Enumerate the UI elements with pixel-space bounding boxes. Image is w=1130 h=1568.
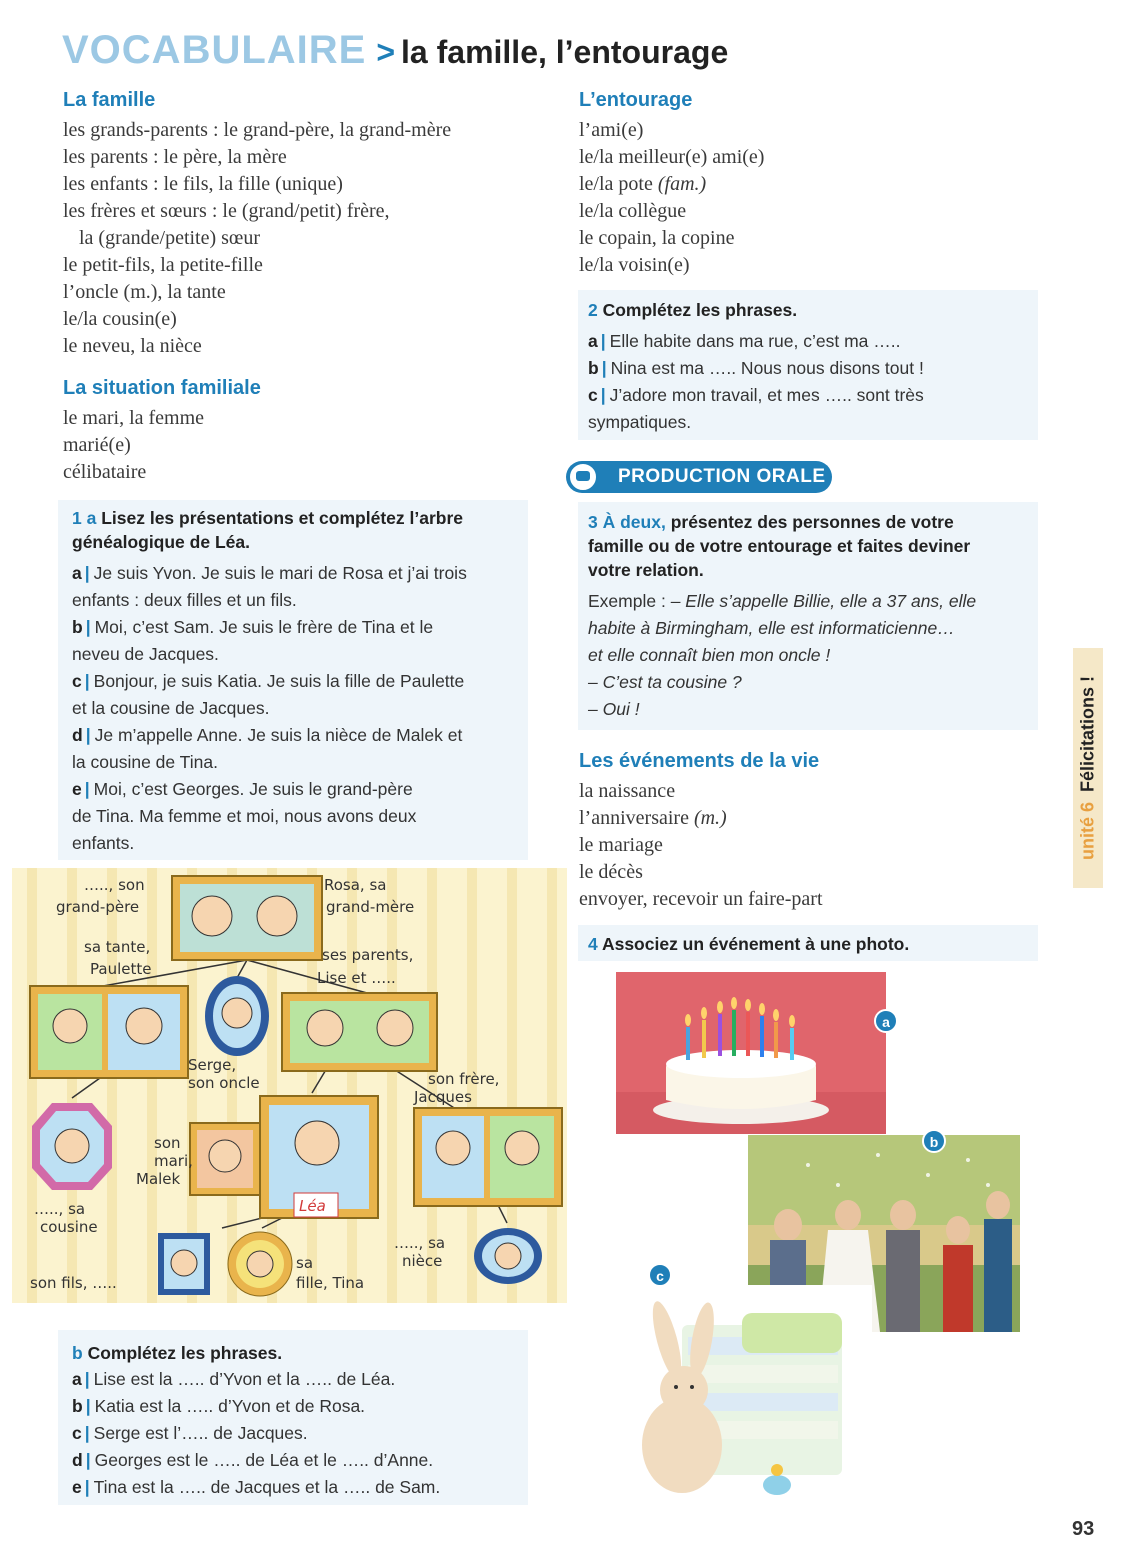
evenement-item: l’anniversaire (m.) bbox=[579, 807, 727, 829]
tree-label: ses parents, bbox=[322, 946, 414, 964]
exercise-number: 2 bbox=[588, 300, 598, 320]
item-letter: c bbox=[72, 671, 82, 691]
famille-item: le/la cousin(e) bbox=[63, 308, 177, 330]
production-orale-banner bbox=[566, 461, 832, 493]
famille-item: les enfants : le fils, la fille (unique) bbox=[63, 173, 343, 195]
page-title bbox=[62, 28, 728, 73]
item-letter: e bbox=[72, 1477, 82, 1497]
exercise-2-title-text: Complétez les phrases. bbox=[602, 300, 798, 320]
famille-item: les parents : le père, la mère bbox=[63, 146, 287, 168]
famille-item: le neveu, la nièce bbox=[63, 335, 202, 357]
evenements-list bbox=[579, 778, 823, 913]
famille-heading: La famille bbox=[63, 89, 156, 111]
tree-label: Lise et ….. bbox=[317, 969, 396, 987]
example-line: – Elle s’appelle Billie, elle a 37 ans, elle bbox=[670, 591, 977, 611]
item-letter: b bbox=[588, 358, 599, 378]
exercise-1b-title-text: Complétez les phrases. bbox=[87, 1343, 283, 1363]
exercise-3-title-line2: famille ou de votre entourage et faites deviner bbox=[588, 536, 971, 556]
exercise-1a-title bbox=[72, 506, 522, 554]
item-letter: e bbox=[72, 779, 82, 799]
tree-label: sa tante, bbox=[84, 938, 151, 956]
example-line: – C’est ta cousine ? bbox=[588, 672, 742, 692]
situation-item: marié(e) bbox=[63, 434, 131, 456]
item-text: enfants. bbox=[72, 833, 135, 853]
item-text: Nina est ma ….. Nous nous disons tout ! bbox=[610, 358, 924, 378]
famille-item: les frères et sœurs : le (grand/petit) frère, bbox=[63, 200, 390, 222]
item-letter: c bbox=[72, 1423, 82, 1443]
exercise-3-title-rest: présentez des personnes de votre bbox=[665, 512, 954, 532]
item-text: neveu de Jacques. bbox=[72, 644, 219, 664]
tree-label: Paulette bbox=[90, 960, 152, 978]
example-line: et elle connaît bien mon oncle ! bbox=[588, 645, 831, 665]
tree-label: grand-père bbox=[56, 898, 140, 916]
exercise-3-example bbox=[588, 588, 1033, 723]
exercise-4-title-text: Associez un événement à une photo. bbox=[601, 934, 910, 954]
situation-item: célibataire bbox=[63, 461, 147, 483]
item-text: sympatiques. bbox=[588, 412, 692, 432]
speech-bubble-icon bbox=[568, 462, 598, 492]
photo-birthday-cake bbox=[616, 972, 886, 1134]
photo-baby-items bbox=[612, 1285, 872, 1505]
tree-label: ….., sa bbox=[394, 1234, 446, 1252]
item-text: Moi, c’est Sam. Je suis le frère de Tina et le bbox=[94, 617, 434, 637]
photo-badge-c: c bbox=[648, 1263, 672, 1287]
unit-label: unité 6 bbox=[1077, 802, 1098, 861]
exercise-3-title bbox=[588, 510, 1033, 582]
famille-list bbox=[63, 117, 451, 360]
exercise-number: 1 a bbox=[72, 508, 97, 528]
tree-label: Rosa, sa bbox=[324, 876, 387, 894]
item-text: Elle habite dans ma rue, c’est ma ….. bbox=[609, 331, 901, 351]
evenement-item: la naissance bbox=[579, 780, 676, 802]
tree-label: ….., sa bbox=[34, 1200, 86, 1218]
title-separator: > bbox=[376, 34, 396, 70]
tree-label: son fils, ….. bbox=[30, 1274, 117, 1292]
evenement-item: envoyer, recevoir un faire-part bbox=[579, 888, 823, 910]
item-letter: c bbox=[588, 385, 598, 405]
exercise-4-title bbox=[588, 932, 909, 956]
tree-label: son bbox=[154, 1134, 181, 1152]
item-text: Katia est la ….. d’Yvon et de Rosa. bbox=[94, 1396, 366, 1416]
exercise-1b-lines: a | Lise est la ….. d’Yvon et la ….. de Léa. b | Katia est la ….. d’Yvon et de Rosa. c | Serge est l’….. de Jacques. d | Georges est le ….. de Léa et le ….. d’Anne. e | Tina est la ….. de Jacques et la ….. de Sam. bbox=[72, 1369, 441, 1497]
famille-item: les grands-parents : le grand-père, la grand-mère bbox=[63, 119, 452, 141]
situation-list bbox=[63, 405, 204, 486]
item-text: J’adore mon travail, et mes ….. sont très bbox=[609, 385, 924, 405]
exercise-number: 3 bbox=[588, 512, 598, 532]
photo-badge-b: b bbox=[922, 1129, 946, 1153]
item-letter: a bbox=[72, 563, 82, 583]
photo-badge-a: a bbox=[874, 1009, 898, 1033]
situation-item: le mari, la femme bbox=[63, 407, 205, 429]
item-text: la cousine de Tina. bbox=[72, 752, 218, 772]
entourage-item: le/la pote (fam.) bbox=[579, 173, 707, 195]
tree-label: sa bbox=[296, 1254, 314, 1272]
tree-label: fille, Tina bbox=[296, 1274, 365, 1292]
item-text: Moi, c’est Georges. Je suis le grand-père bbox=[93, 779, 413, 799]
tree-label: son oncle bbox=[188, 1074, 260, 1092]
tree-label: mari, bbox=[154, 1152, 193, 1170]
tree-label: son frère, bbox=[428, 1070, 500, 1088]
item-letter: b bbox=[72, 617, 83, 637]
exercise-1a-lines: a | Je suis Yvon. Je suis le mari de Rosa et j’ai trois enfants : deux filles et un fils. b | Moi, c’est Sam. Je suis le frère de Tina et le neveu de Jacques. c | Bonjour, je suis Katia. Je suis la fille de Paulette et la cousine de Jacques. d | Je m’appelle Anne. Je suis la nièce de Malek et la cousine de Tina. e | Moi, c’est Georges. Je suis le grand-père de Tina. Ma femme et moi, nous avons deux enfants. bbox=[72, 563, 467, 853]
tree-label: cousine bbox=[40, 1218, 98, 1236]
entourage-item: le/la collègue bbox=[579, 200, 687, 222]
item-text: et la cousine de Jacques. bbox=[72, 698, 270, 718]
tree-label: ….., son bbox=[84, 876, 145, 894]
unit-title: Félicitations ! bbox=[1077, 675, 1098, 792]
title-subtitle: la famille, l’entourage bbox=[401, 34, 729, 70]
item-letter: b bbox=[72, 1396, 83, 1416]
exercise-3-lead: À deux, bbox=[602, 512, 666, 532]
situation-heading: La situation familiale bbox=[63, 377, 261, 399]
item-text: Je m’appelle Anne. Je suis la nièce de Malek et bbox=[94, 725, 463, 745]
item-letter: d bbox=[72, 1450, 83, 1470]
example-label: Exemple : bbox=[588, 591, 671, 611]
family-tree-illustration bbox=[12, 868, 567, 1303]
entourage-item: le/la voisin(e) bbox=[579, 254, 690, 276]
item-text: enfants : deux filles et un fils. bbox=[72, 590, 297, 610]
entourage-item: le copain, la copine bbox=[579, 227, 735, 249]
item-letter: a bbox=[72, 1369, 82, 1389]
evenement-item: le décès bbox=[579, 861, 643, 883]
tree-label-lea: Léa bbox=[299, 1197, 326, 1215]
example-line: – Oui ! bbox=[588, 699, 640, 719]
exercise-2-lines: a | Elle habite dans ma rue, c’est ma ….. b | Nina est ma ….. Nous nous disons tout ! c | J’adore mon travail, et mes ….. sont très sympatiques. bbox=[588, 331, 924, 432]
famille-item: la (grande/petite) sœur bbox=[79, 227, 261, 249]
exercise-1a-title-line1: Lisez les présentations et complétez l’arbre bbox=[101, 508, 463, 528]
tree-label: grand-mère bbox=[326, 898, 415, 916]
entourage-heading: L’entourage bbox=[579, 89, 693, 111]
production-orale-label: PRODUCTION ORALE bbox=[618, 466, 826, 487]
item-text: Je suis Yvon. Je suis le mari de Rosa et j’ai trois bbox=[93, 563, 467, 583]
item-text: Lise est la ….. d’Yvon et la ….. de Léa. bbox=[93, 1369, 396, 1389]
exercise-1a-title-line2: généalogique de Léa. bbox=[72, 532, 250, 552]
tree-label: nièce bbox=[402, 1252, 443, 1270]
exercise-1b-title bbox=[72, 1341, 282, 1365]
item-text: Georges est le ….. de Léa et le ….. d’Anne. bbox=[94, 1450, 434, 1470]
entourage-item: le/la meilleur(e) ami(e) bbox=[579, 146, 765, 168]
evenement-item: le mariage bbox=[579, 834, 663, 856]
exercise-3-title-line3: votre relation. bbox=[588, 560, 704, 580]
evenements-heading: Les événements de la vie bbox=[579, 750, 820, 772]
entourage-list bbox=[579, 117, 764, 279]
tree-label: Jacques bbox=[414, 1088, 472, 1106]
entourage-item: l’ami(e) bbox=[579, 119, 644, 141]
example-line: habite à Birmingham, elle est informaticienne… bbox=[588, 618, 955, 638]
item-text: de Tina. Ma femme et moi, nous avons deux bbox=[72, 806, 417, 826]
item-text: Serge est l’….. de Jacques. bbox=[93, 1423, 308, 1443]
famille-item: l’oncle (m.), la tante bbox=[63, 281, 226, 303]
title-vocabulaire: VOCABULAIRE bbox=[62, 28, 367, 72]
item-letter: a bbox=[588, 331, 598, 351]
tree-label: Serge, bbox=[188, 1056, 237, 1074]
item-text: Tina est la ….. de Jacques et la ….. de Sam. bbox=[93, 1477, 441, 1497]
tree-label: Malek bbox=[136, 1170, 181, 1188]
page-number: 93 bbox=[1072, 1518, 1095, 1540]
item-text: Bonjour, je suis Katia. Je suis la fille de Paulette bbox=[93, 671, 465, 691]
famille-item: le petit-fils, la petite-fille bbox=[63, 254, 263, 276]
item-letter: d bbox=[72, 725, 83, 745]
exercise-2-title bbox=[588, 298, 797, 322]
exercise-number: 4 bbox=[588, 934, 598, 954]
exercise-number: b bbox=[72, 1343, 83, 1363]
unit-side-tab bbox=[1073, 648, 1103, 888]
